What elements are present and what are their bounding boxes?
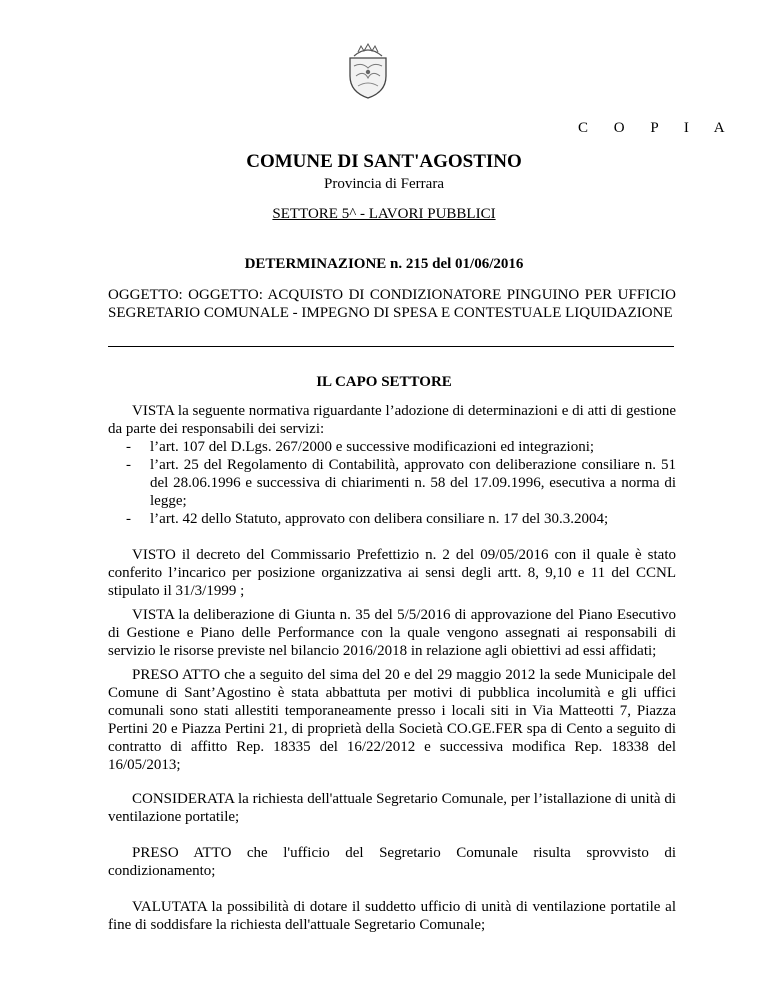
list-item — [108, 456, 676, 510]
list-item-text: l’art. 42 dello Statuto, approvato con delibera consiliare n. 17 del 30.3.2004; — [150, 511, 609, 527]
list-item-text: l’art. 25 del Regolamento di Contabilità, approvato con deliberazione consiliare n. 51 del 28.06.1996 e successiva di chiarimenti n. 58 del 17.09.1996, esecutiva a norma di legge; — [150, 457, 676, 509]
preso-atto-sisma-paragraph: PRESO ATTO che a seguito del sima del 20 e del 29 maggio 2012 la sede Municipale del Comune di Sant’Agostino è stata abbattuta per motivi di pubblica incolumità e gli uffici comunali sono stati allestiti temporaneamente presso i locali siti in Via Matteotti 7, Piazza Pertini 20 e Piazza Pertini 21, di proprietà della Società CO.GE.FER spa di Cento a seguito di contratto di affitto Rep. 18335 del 16/22/2012 e successiva modifica Rep. 18338 del 16/05/2013; — [108, 667, 676, 773]
settore-label: SETTORE 5^ - LAVORI PUBBLICI — [272, 206, 496, 222]
list-item-text: l’art. 107 del D.Lgs. 267/2000 e successive modificazioni ed integrazioni; — [150, 439, 595, 455]
document-body — [108, 402, 676, 934]
valutata-paragraph: VALUTATA la possibilità di dotare il suddetto ufficio di unità di ventilazione portatile al fine di soddisfare la richiesta dell'attuale Segretario Comunale; — [108, 899, 676, 933]
dash-bullet: - — [126, 457, 131, 473]
dash-bullet: - — [126, 439, 131, 455]
provincia-label: Provincia di Ferrara — [324, 176, 444, 192]
comune-title: COMUNE DI SANT'AGOSTINO — [246, 151, 522, 172]
dash-bullet: - — [126, 511, 131, 527]
vista-intro-paragraph: VISTA la seguente normativa riguardante l’adozione di determinazioni e di atti di gestione da parte dei responsabili dei servizi: — [108, 403, 676, 437]
capo-settore-heading: IL CAPO SETTORE — [316, 374, 452, 390]
list-item — [108, 510, 676, 528]
copia-label: C O P I A — [578, 120, 736, 136]
oggetto-text: OGGETTO: OGGETTO: ACQUISTO DI CONDIZIONATORE PINGUINO PER UFFICIO SEGRETARIO COMUNALE - IMPEGNO DI SPESA E CONTESTUALE LIQUIDAZIONE — [108, 287, 676, 321]
visto-decreto-paragraph: VISTO il decreto del Commissario Prefettizio n. 2 del 09/05/2016 con il quale è stato conferito l’incarico per posizione organizzativa ai sensi degli artt. 8, 9,10 e 11 del CCNL stipulato il 31/3/1999 ; — [108, 547, 676, 599]
considerata-paragraph: CONSIDERATA la richiesta dell'attuale Segretario Comunale, per l’istallazione di unità di ventilazione portatile; — [108, 791, 676, 825]
list-item — [108, 438, 676, 456]
municipal-crest-icon — [344, 42, 392, 100]
normativa-list — [108, 438, 676, 528]
separator-rule — [108, 346, 674, 347]
determinazione-title: DETERMINAZIONE n. 215 del 01/06/2016 — [244, 256, 524, 272]
preso-atto-ufficio-paragraph: PRESO ATTO che l'ufficio del Segretario Comunale risulta sprovvisto di condizionamento; — [108, 845, 676, 879]
vista-deliberazione-paragraph: VISTA la deliberazione di Giunta n. 35 del 5/5/2016 di approvazione del Piano Esecutivo di Gestione e Piano delle Performance con la quale vengono assegnati ai responsabili di servizio le risorse previste nel bilancio 2016/2018 in relazione agli obiettivi ad essi affidati; — [108, 607, 676, 659]
